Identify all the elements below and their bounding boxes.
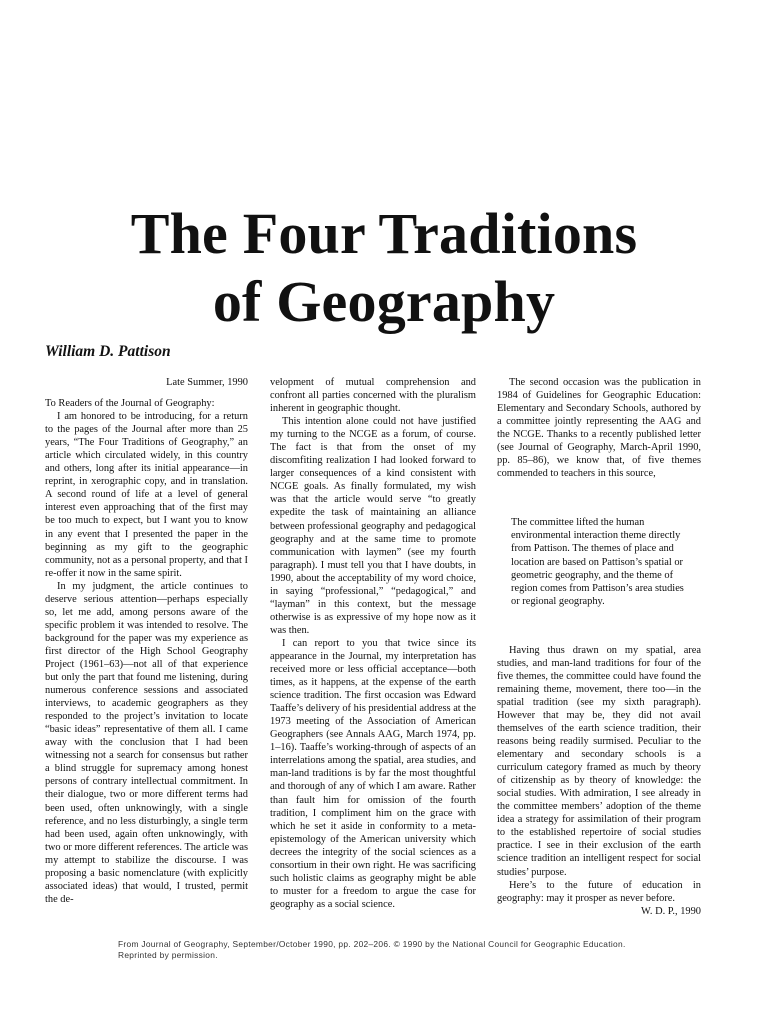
paragraph: This intention alone could not have justified my turning to the NCGE as a forum, of course. The fact is that from the onset of my discomfiting realization I had looked forward to larger consequences of a kind consistent with NCGE goals. As finally formulated, my wish was that the article would serve “to greatly expedite the task of maintaining an alliance between professional geography and pedagogical geography and at the same time to promote communication with laymen” (see my fourth paragraph). I must tell you that I have doubts, in 1990, about the acceptability of my word choice, in saying “professional,” “pedagogical,” and “layman” in this context, but the message otherwise is as expressive of my hope now as it was then. [270,416,476,636]
paragraph: The second occasion was the publication in 1984 of Guidelines for Geographic Education: Elementary and Secondary Schools, authored by a committee jointly representing the AAG and the NCGE. Thanks to a recently published letter (see Journal of Geography, March-April 1990, pp. 85–86), we know that, of five themes commended to teachers in this source, [497,377,701,480]
author-name: William D. Pattison [45,343,171,360]
letter-date: Late Summer, 1990 [166,377,248,388]
paragraph: I am honored to be introducing, for a return to the pages of the Journal after more than 25 years, “The Four Traditions of Geography,” an article which circulated widely, in this country and others, long after its initial appearance—in reprint, in xerographic copy, and in translation. A second round of life at a level of general interest even approaching that of the first may be too much to expect, but I want you to know in any event that I presented the paper in the beginning as my gift to the geographic community, not as a personal property, and that I re-offer it now in the same spirit. [45,411,248,579]
footer-line-1: From Journal of Geography, September/October 1990, pp. 202–206. © 1990 by the National Council for Geographic Education. [118,939,626,949]
column-1 [45,376,248,906]
paragraph: Here’s to the future of education in geography: may it prosper as never before. [497,879,701,904]
footer-credit [118,939,626,961]
salutation: To Readers of the Journal of Geography: [45,398,215,410]
block-quote: The committee lifted the human environmental interaction theme directly from Pattison. The themes of place and location are based on Pattison’s spatial or geometric geography, and the theme of region comes from Pattison’s area studies or regional geography. [511,517,684,607]
paragraph: Having thus drawn on my spatial, area studies, and man-land traditions for four of the five themes, the committee could have found the remaining theme, movement, there too—in the spatial tradition (see my sixth paragraph). However that may be, they did not avail themselves of the earth science tradition, their reasons being readily surmised. Peculiar to the elementary and secondary schools is a curriculum category framed as much by theory of citizenship as by theory of knowledge: the social studies. With admiration, I see already in the committee members’ adoption of the theme idea a strategy for assimilation of their program to the established repertoire of social studies practice. I see in their exclusion of the earth science tradition an intelligent respect for social studies’ purpose. [497,644,701,878]
signature: W. D. P., 1990 [641,905,701,917]
paragraph: In my judgment, the article continues to deserve serious attention—perhaps especially so, let me add, among persons aware of the specific problem it was intended to resolve. The background for the paper was my experience as first director of the High School Geography Project (1961–63)—not all of that experience but only the part that found me listening, during numerous conference sessions and associated interviews, to academic geographers as they responded to the project’s invitation to locate “basic ideas” representative of them all. I came away with the conclusion that I had been witnessing not a search for consensus but rather a blind struggle for supremacy among honest persons of contrary intellectual commitment. In their dialogue, two or more different terms had been used, often unknowingly, with a single reference, and no less disturbingly, a single term had been used, again often unknowingly, with two or more different references. The article was my attempt to stabilize the discourse. I was proposing a basic nomenclature (with explicitly associated ideas) that would, I trusted, permit the de- [45,580,248,905]
column-2 [270,376,476,911]
title-line-2: of Geography [212,269,556,334]
column-3 [497,376,701,918]
paragraph: velopment of mutual comprehension and confront all parties concerned with the pluralism inherent in geographic thought. [270,377,476,415]
paragraph: I can report to you that twice since its appearance in the Journal, my interpretation has received more or less official acceptance—both times, as it happens, at the expense of the earth science tradition. The first occasion was Edward Taaffe’s delivery of his presidential address at the 1973 meeting of the Association of American Geographers (see Annals AAG, March 1974, pp. 1–16). Taaffe’s working-through of aspects of an interrelations among the spatial, area studies, and man-land traditions is by far the most thoughtful and thorough of any of which I am aware. Rather than fault him for omission of the fourth tradition, I compliment him on the grace with which he set it aside in conformity to a meta-epistemology of the American university which decrees the integrity of the social sciences as a consortium in their own right. He was sacrificing such holistic claims as geography might be able to muster for a freedom to argue the case for geography as a social science. [270,637,476,910]
footer-line-2: Reprinted by permission. [118,950,218,960]
title-line-1: The Four Traditions [130,201,638,266]
article-title [0,200,768,336]
